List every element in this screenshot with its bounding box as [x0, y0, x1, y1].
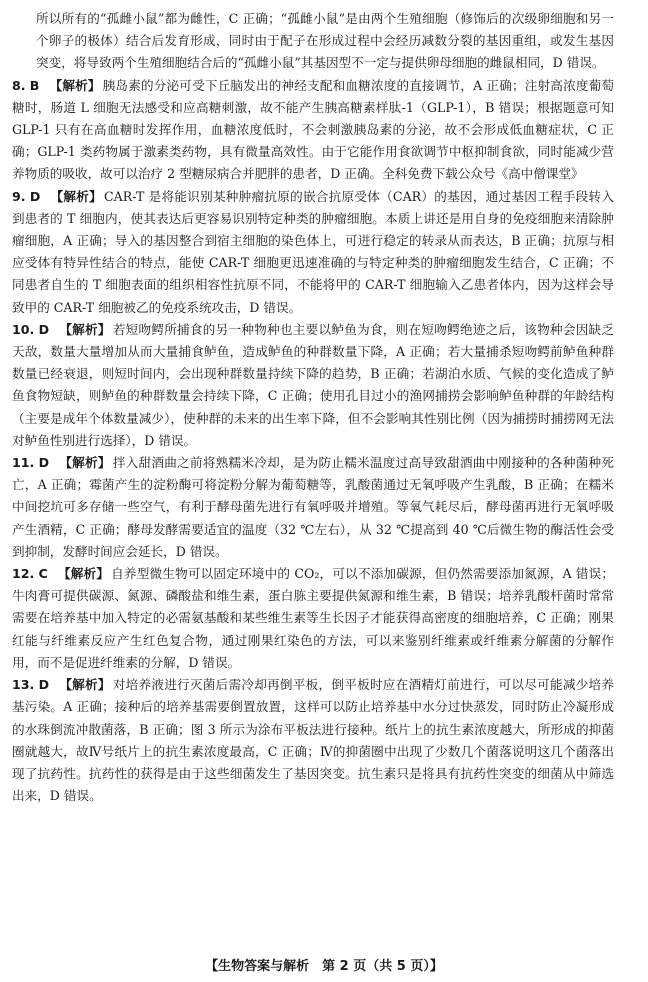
analysis-text: 自养型微生物可以固定环境中的 CO₂，可以不添加碳源，但仍然需要添加氮源，A 错误；牛肉膏可提供碳源、氮源、磷酸盐和维生素，蛋白胨主要提供氮源和维生素，B 错误；培养乳酸杆菌时常常需要在培养基中加入特定的必需氨基酸和某些维生素等生长因子才能获得高密度的细胞培养，C 正确；刚果红能与纤维素反应产生红色复合物，通过刚果红染色的方法，可以来鉴别纤维素或纤维素分解菌的分解作用，而不是促进纤维素的分解，D 错误。 [12, 566, 614, 670]
analysis-tag: 【解析】 [50, 188, 102, 204]
answer-letter: B [29, 77, 40, 93]
analysis-text: 胰岛素的分泌可受下丘脑发出的神经支配和血糖浓度的直接调节，A 正确；注射高浓度葡萄糖时，肠道 L 细胞无法感受和应高糖刺激，故不能产生胰高糖素样肽-1（GLP-1），B 错误；根据题意可知 GLP-1 只有在高血糖时发挥作用，血糖浓度低时，不会刺激胰岛素的分泌，故不会形成低血糖症状，C 正确；GLP-1 类药物属于激素类药物，具有微量高效性。由于它能作用食欲调节中枢抑制食欲，同时能减少营养物质的吸收，故可以治疗 2 型糖尿病合并肥胖的患者，D 正确。全科免费下载公众号《高中僧课堂》 [12, 77, 614, 182]
analysis-text: 对培养液进行灭菌后需冷却再倒平板，倒平板时应在酒精灯前进行，可以尽可能减少培养基污染。A 正确；接种后的培养基需要倒置放置，这样可以防止培养基中水分过快蒸发，同时防止冷凝形成的水珠倒流冲散菌落，B 正确；图 3 所示为涂布平板法进行接种。纸片上的抗生素浓度越大，所形成的抑菌圈就越大，故Ⅳ号纸片上的抗生素浓度最高，C 正确；Ⅳ的抑菌圈中出现了少数几个菌落说明这几个菌落出现了抗药性。抗药性的获得是由于这些细菌发生了基因突变。抗生素只是将具有抗药性突变的细菌从中筛选出来，D 错误。 [12, 677, 615, 804]
question-number: 9. [12, 188, 26, 204]
answer-letter: D [38, 677, 50, 693]
analysis-tag: 【解析】 [57, 566, 110, 582]
analysis-text: 若短吻鳄所捕食的另一种物种也主要以鲈鱼为食，则在短吻鳄绝迹之后，该物种会因缺乏天敌，数量大量增加从而大量捕食鲈鱼，造成鲈鱼的种群数量下降，A 正确；若大量捕杀短吻鳄前鲈鱼种群数量已经衰退，则短时间内，会出现种群数量持续下降的趋势，B 正确；若湖泊水质、气候的变化造成了鲈鱼食物短缺，则鲈鱼的种群数量会持续下降，C 正确；使用孔目过小的渔网捕捞会影响鲈鱼种群的年龄结构（主要是成年个体数量减少），使种群的未来的出生率下降，但不会影响其性别比例（因为捕捞时捕捞网无法对鲈鱼性别进行选择），D 错误。 [12, 321, 615, 448]
answer-item [12, 563, 614, 674]
answer-letter: D [38, 321, 50, 337]
answer-list [12, 75, 614, 808]
analysis-tag: 【解析】 [59, 455, 111, 471]
answer-item [12, 319, 614, 452]
intro-paragraph: 所以所有的“孤雌小鼠”都为雌性，C 正确；“孤雌小鼠”是由两个生殖细胞（修饰后的次级卵细胞和另一个卵子的极体）结合后发育形成，同时由于配子在形成过程中会经历减数分裂的基因重组，或发生基因突变，将导致两个生殖细胞结合后的“孤雌小鼠”其基因型不一定与提供卵母细胞的雌鼠相同，D 错误。 [36, 11, 614, 71]
analysis-text: 拌入甜酒曲之前将熟糯米冷却，是为防止糯米温度过高导致甜酒曲中刚接种的各种菌种死亡，A 正确；霉菌产生的淀粉酶可将淀粉分解为葡萄糖等，乳酸菌通过无氧呼吸产生乳酸，B 正确；在糯米中间挖坑可多存储一些空气，有利于酵母菌先进行有氧呼吸并增殖。等氧气耗尽后，酵母菌再进行无氧呼吸产生酒精，C 正确；酵母发酵需要适宜的温度（32 ℃左右），从 32 ℃提高到 40 ℃后微生物的酶活性会受到抑制，发酵时间应会延长，D 错误。 [12, 455, 615, 559]
question-number: 12. [12, 566, 35, 582]
answer-item [12, 75, 614, 186]
answer-item [12, 186, 614, 319]
analysis-tag: 【解析】 [49, 77, 101, 93]
page-footer: 【生物答案与解析 第 2 页（共 5 页）】 [205, 959, 443, 974]
answer-item [12, 452, 614, 563]
question-number: 8. [12, 77, 26, 93]
answer-letter: D [29, 188, 41, 204]
question-number: 11. [12, 455, 35, 471]
question-number: 13. [12, 677, 35, 693]
analysis-text: CAR-T 是将能识别某种肿瘤抗原的嵌合抗原受体（CAR）的基因，通过基因工程手段转入到患者的 T 细胞内，使其表达后更容易识别特定种类的肿瘤细胞。本质上讲还是用自身的免疫细胞来清除肿瘤细胞，A 正确；导入的基因整合到宿主细胞的染色体上，可进行稳定的转录从而表达，B 正确；抗原与相应受体有特异性结合的特点，能使 CAR-T 细胞更迅速准确的与特定种类的肿瘤细胞发生结合，C 正确；不同患者自生的 T 细胞表面的组织相容性抗原不同，不能将甲的 CAR-T 细胞输入乙患者体内，因为这样会导致甲的 CAR-T 细胞被乙的免疫系统攻击，D 错误。 [12, 188, 614, 315]
answer-letter: C [38, 566, 48, 582]
question-number: 10. [12, 321, 35, 337]
answer-item [12, 674, 614, 807]
answer-letter: D [38, 455, 50, 471]
analysis-tag: 【解析】 [59, 677, 111, 693]
analysis-tag: 【解析】 [59, 321, 111, 337]
